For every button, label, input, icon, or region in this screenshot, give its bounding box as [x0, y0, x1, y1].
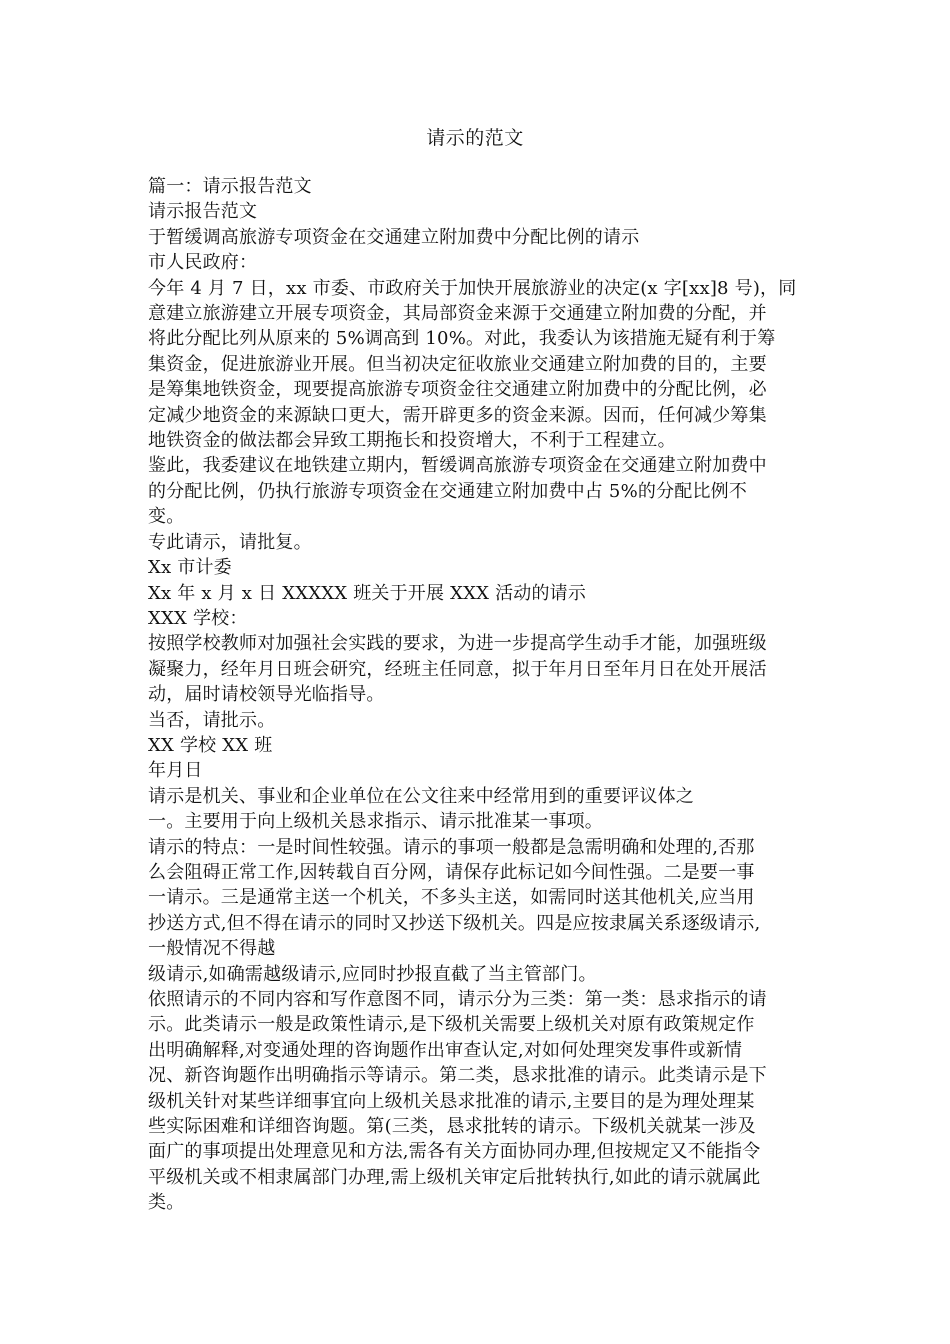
text-line: 示。此类请示一般是政策性请示,是下级机关需要上级机关对原有政策规定作 [148, 1014, 755, 1036]
text-line: 年月日 [148, 760, 203, 782]
text-line: 变。 [148, 506, 185, 528]
text-line: 是筹集地铁资金，现要提高旅游专项资金往交通建立附加费中的分配比例，必 [148, 379, 767, 401]
document-title: 请示的范文 [426, 127, 524, 149]
text-line: 面广的事项提出处理意见和方法,需各有关方面协同办理,但按规定又不能指令 [148, 1141, 761, 1163]
text-line: XX 学校 XX 班 [148, 734, 273, 756]
text-line: 市人民政府： [148, 252, 258, 274]
text-line: 况、新咨询题作出明确指示等请示。第二类，恳求批准的请示。此类请示是下 [148, 1065, 767, 1087]
text-line: 级请示,如确需越级请示,应同时抄报直截了当主管部门。 [148, 963, 597, 985]
text-line: 请示的特点：一是时间性较强。请示的事项一般都是急需明确和处理的,否那 [148, 836, 755, 858]
text-line: 请示报告范文 [148, 201, 258, 223]
text-line: 意建立旅游建立开展专项资金，其局部资金来源于交通建立附加费的分配，并 [148, 303, 767, 325]
text-line: 凝聚力，经年月日班会研究，经班主任同意，拟于年月日至年月日在处开展活 [148, 658, 767, 680]
text-line: 今年 4 月 7 日，xx 市委、市政府关于加快开展旅游业的决定(x 字[xx]8 号)，同 [148, 277, 797, 299]
text-line: 一般情况不得越 [148, 938, 276, 960]
text-line: 专此请示，请批复。 [148, 531, 312, 553]
document-body [148, 174, 808, 1216]
text-line: 于暂缓调高旅游专项资金在交通建立附加费中分配比例的请示 [148, 226, 640, 248]
text-line: 依照请示的不同内容和写作意图不同，请示分为三类：第一类：恳求指示的请 [148, 989, 767, 1010]
text-line: Xx 市计委 [148, 557, 232, 579]
text-line: 按照学校教师对加强社会实践的要求，为进一步提高学生动手才能，加强班级 [148, 633, 767, 655]
text-line: 定减少地资金的来源缺口更大，需开辟更多的资金来源。因而，任何减少筹集 [148, 404, 767, 426]
text-line: 一请示。三是通常主送一个机关，不多头主送，如需同时送其他机关,应当用 [148, 887, 755, 909]
text-line: 一。主要用于向上级机关恳求指示、请示批准某一事项。 [148, 811, 603, 833]
text-line: 鉴此，我委建议在地铁建立期内，暂缓调高旅游专项资金在交通建立附加费中 [148, 455, 767, 477]
text-line: 请示是机关、事业和企业单位在公文往来中经常用到的重要评议体之 [148, 785, 694, 807]
text-line: Xx 年 x 月 x 日 XXXXX 班关于开展 XXX 活动的请示 [148, 582, 587, 604]
text-line: 平级机关或不相隶属部门办理,需上级机关审定后批转执行,如此的请示就属此 [148, 1166, 761, 1188]
text-line: 类。 [148, 1192, 185, 1214]
text-line: 篇一：请示报告范文 [148, 176, 312, 197]
text-line: 集资金，促进旅游业开展。但当初决定征收旅业交通建立附加费的目的，主要 [148, 353, 767, 375]
text-line: 么会阻碍正常工作,因转载自百分网，请保存此标记如今间性强。二是要一事 [148, 861, 755, 883]
text-line: 将此分配比列从原来的 5%调高到 10%。对此，我委认为该措施无疑有利于筹 [148, 328, 776, 350]
text-line: 级机关针对某些详细事宜向上级机关恳求批准的请示,主要目的是为理处理某 [148, 1090, 755, 1112]
text-line: 动，届时请校领导光临指导。 [148, 684, 385, 706]
text-line: 的分配比例，仍执行旅游专项资金在交通建立附加费中占 5%的分配比例不 [148, 480, 748, 502]
text-line: 出明确解释,对变通处理的咨询题作出审查认定,对如何处理突发事件或新情 [148, 1039, 743, 1061]
text-line: 抄送方式,但不得在请示的同时又抄送下级机关。四是应按隶属关系逐级请示, [148, 912, 761, 934]
text-line: 些实际困难和详细咨询题。第(三类，恳求批转的请示。下级机关就某一涉及 [148, 1116, 756, 1138]
text-line: XXX 学校： [148, 607, 248, 629]
text-line: 当否，请批示。 [148, 709, 276, 731]
text-line: 地铁资金的做法都会异致工期拖长和投资增大，不利于工程建立。 [148, 430, 676, 452]
